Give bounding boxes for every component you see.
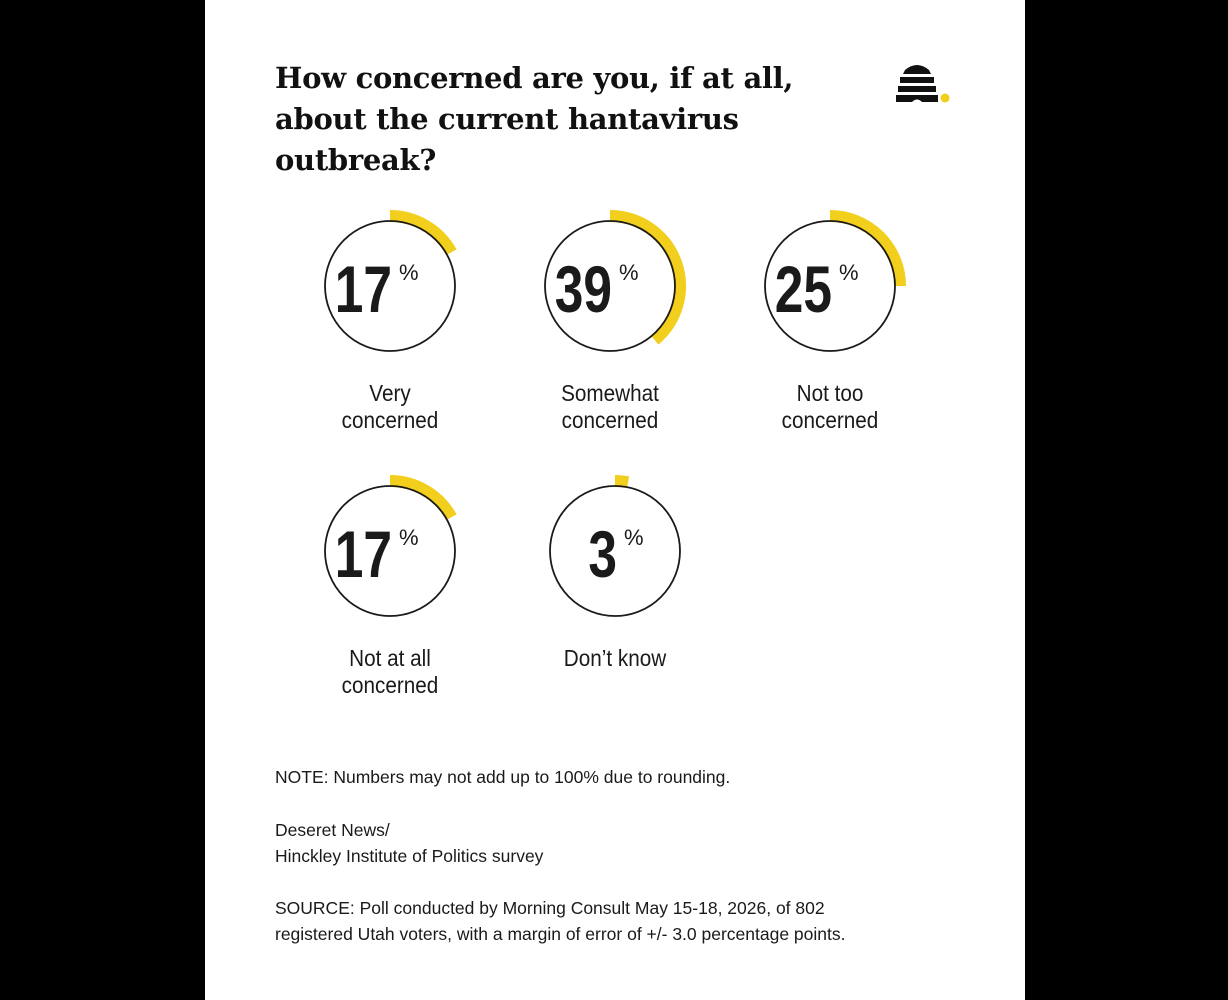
donut-chart-grid xyxy=(205,0,1025,720)
donut-unit: % xyxy=(399,260,419,285)
donut-label: Somewhat concerned xyxy=(561,380,659,433)
donut-value: 39 xyxy=(554,251,612,327)
donut-svg xyxy=(280,205,500,375)
donut-unit: % xyxy=(619,260,639,285)
donut-unit: % xyxy=(624,525,644,550)
donut-arc xyxy=(615,481,628,482)
donut-label: Don’t know xyxy=(563,645,667,671)
donut-label: Not too concerned xyxy=(781,380,879,433)
donut-value: 17 xyxy=(334,251,392,327)
donut-item xyxy=(500,205,720,455)
donut-unit: % xyxy=(399,525,419,550)
donut-label: Not at all concerned xyxy=(341,645,439,698)
note-text: NOTE: Numbers may not add up to 100% due to rounding. xyxy=(275,767,731,787)
infographic-card xyxy=(205,0,1025,1000)
donut-item xyxy=(505,470,725,720)
donut-svg xyxy=(280,470,500,640)
donut-item xyxy=(280,470,500,720)
donut-label: Very concerned xyxy=(341,380,439,433)
credit-text: Deseret News/ Hinckley Institute of Politics survey xyxy=(275,820,544,866)
chart-title: How concerned are you, if at all, about the current hantavirus outbreak? xyxy=(275,61,794,177)
source-text: SOURCE: Poll conducted by Morning Consult May 15-18, 2026, of 802 registered Utah voters, with a margin of error of +/- 3.0 percentage points. xyxy=(275,898,846,944)
donut-svg xyxy=(720,205,940,375)
donut-item xyxy=(720,205,940,455)
donut-value: 25 xyxy=(774,251,832,327)
donut-svg xyxy=(505,470,725,640)
donut-item xyxy=(280,205,500,455)
donut-value: 17 xyxy=(334,516,392,592)
donut-svg xyxy=(500,205,720,375)
donut-unit: % xyxy=(839,260,859,285)
donut-value: 3 xyxy=(588,516,617,592)
